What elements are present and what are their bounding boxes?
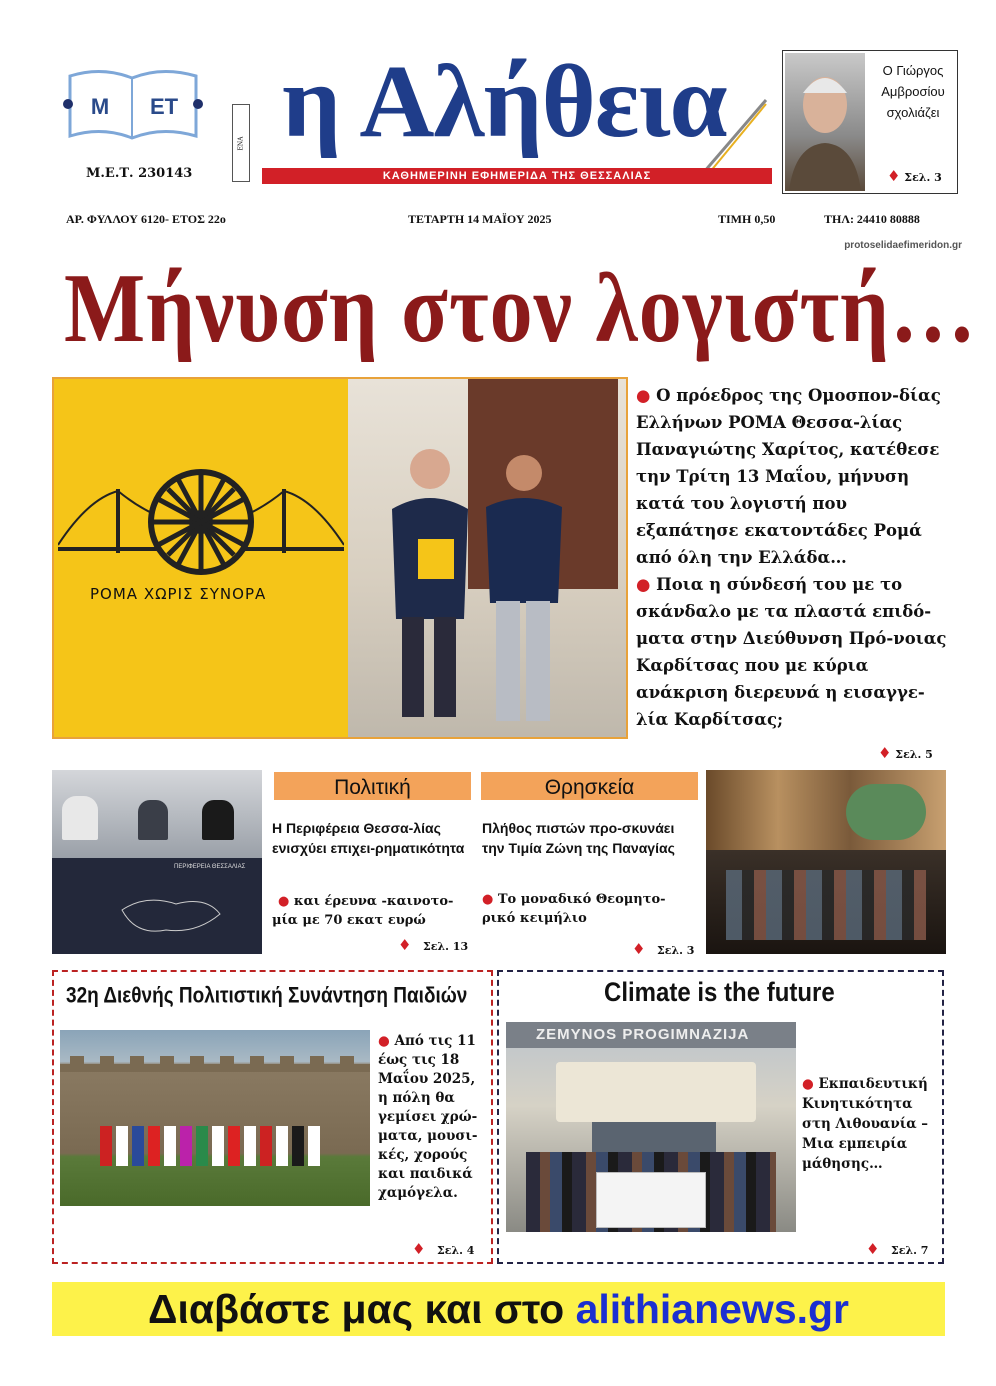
- religion-headline[interactable]: Πλήθος πιστών προ-σκυνάει την Τιμία Ζώνη της Παναγίας: [482, 820, 675, 856]
- diamond-icon: ♦: [878, 744, 892, 762]
- main-page-ref[interactable]: [878, 744, 933, 762]
- climate-sign: ZEMYNOS PROGIMNAZIJA: [536, 1026, 750, 1043]
- diamond-icon: ♦: [632, 940, 646, 958]
- climate-page-ref[interactable]: [866, 1240, 928, 1258]
- columnist-box[interactable]: [782, 50, 958, 194]
- tab-religion[interactable]: Θρησκεία: [481, 772, 698, 800]
- logo-right-letters: ΕΤ: [149, 94, 179, 119]
- climate-text-body: Εκπαιδευτική Κινητικότητα στη Λιθουανία – Μια εμπειρία μάθησης…: [802, 1076, 929, 1172]
- festival-text-body: Από τις 11 έως τις 18 Μαΐου 2025, η πόλη θα γεμίσει χρώ-ματα, μουσι-κές, χορούς και παιδικά χαμόγελα.: [378, 1033, 478, 1201]
- map-icon: [116, 890, 226, 940]
- issue-date: ΤΕΤΑΡΤΗ 14 ΜΑΪΟΥ 2025: [408, 212, 552, 226]
- festival-photo: [60, 1030, 370, 1206]
- person-left: [378, 429, 478, 729]
- politics-photo[interactable]: [52, 770, 262, 954]
- bullet-icon: ●: [482, 892, 494, 907]
- bullet-icon: ●: [278, 894, 290, 909]
- certification-badge: [232, 104, 250, 182]
- main-story-p1: Ο πρόεδρος της Ομοσπον-δίας Ελλήνων ΡΟΜΑ Θεσσα-λίας Παναγιώτης Χαρίτος, κατέθεσε την Τρίτη 13 Μαΐου, μήνυση κατά του λογιστή που εξαπάτησε εκατοντάδες Ρομά από όλη την Ελλάδα…: [636, 386, 941, 567]
- diamond-icon: ♦: [412, 1240, 426, 1258]
- banner-prefix: Διαβάστε μας και στο: [147, 1286, 565, 1332]
- main-story-p2: Ποια η σύνδεσή του με το σκάνδαλο με τα πλαστά επιδό-ματα στην Διεύθυνση Πρό-νοιας Καρδίτσας που με κύρια ανάκριση διερευνά η εισαγγε-λία Καρδίτσας;: [636, 575, 947, 729]
- roma-wheel-icon: [146, 467, 256, 577]
- religion-bullet: [482, 890, 688, 928]
- climate-photo: [506, 1022, 796, 1232]
- climate-text: [802, 1074, 936, 1174]
- tagline-bar: ΚΑΘΗΜΕΡΙΝΗ ΕΦΗΜΕΡΙΔΑ ΤΗΣ ΘΕΣΣΑΛΙΑΣ: [262, 168, 772, 184]
- roma-flyer-text: ΡΟΜΑ ΧΩΡΙΣ ΣΥΝΟΡΑ: [90, 585, 267, 603]
- festival-title[interactable]: 32η Διεθνής Πολιτιστική Συνάντηση Παιδιών: [66, 984, 468, 1009]
- climate-page: Σελ. 7: [890, 1244, 929, 1257]
- main-story-image[interactable]: [52, 377, 628, 739]
- bullet-icon: ●: [802, 1076, 814, 1092]
- swoosh-icon: [700, 96, 770, 176]
- religion-bullet-text: Το μοναδικό Θεομητο-ρικό κειμήλιο: [482, 892, 666, 926]
- festival-text: [378, 1032, 482, 1203]
- main-story-page: Σελ. 5: [895, 748, 933, 761]
- main-story-text: [636, 382, 948, 733]
- met-code: Μ.Ε.Τ. 230143: [86, 166, 193, 181]
- politics-photo-label: ΠΕΡΙΦΕΡΕΙΑ ΘΕΣΣΑΛΙΑΣ: [174, 864, 246, 870]
- bullet-icon: ●: [378, 1033, 390, 1049]
- bullet-icon: ●: [636, 386, 651, 405]
- religion-page: Σελ. 3: [656, 944, 695, 957]
- price: ΤΙΜΗ 0,50: [718, 212, 776, 226]
- person-right: [478, 443, 568, 733]
- diamond-icon: ♦: [866, 1240, 880, 1258]
- climate-title[interactable]: Climate is the future: [604, 978, 835, 1008]
- site-credit: protoselidaefimeridon.gr: [844, 240, 962, 251]
- columnist-page: Σελ. 3: [904, 171, 942, 184]
- politics-bullet: [272, 892, 468, 930]
- diamond-icon: ♦: [887, 167, 901, 185]
- festival-page-ref[interactable]: [412, 1240, 474, 1258]
- columnist-photo: [785, 53, 865, 191]
- diamond-icon: ♦: [398, 936, 412, 954]
- politics-page: Σελ. 13: [422, 940, 469, 953]
- met-logo: [62, 64, 204, 154]
- logo-left-letter: Μ: [90, 94, 110, 119]
- photo-building: [348, 379, 626, 737]
- roma-flyer: [54, 379, 348, 737]
- politics-headline[interactable]: Η Περιφέρεια Θεσσα-λίας ενισχύει επιχει-ρηματικότητα: [272, 820, 465, 856]
- phone: ΤΗΛ: 24410 80888: [824, 212, 920, 226]
- badge-text: ΕΝΑ: [237, 136, 245, 150]
- religion-photo[interactable]: [706, 770, 946, 954]
- columnist-page-ref: [887, 167, 942, 185]
- issue-number: ΑΡ. ΦΥΛΛΟΥ 6120- ΕΤΟΣ 22ο: [66, 212, 226, 226]
- bullet-icon: ●: [636, 575, 651, 594]
- newspaper-title: η Αλήθεια: [282, 44, 727, 159]
- columnist-text: Ο Γιώργος Αμβροσίου σχολιάζει: [881, 63, 945, 120]
- banner-url[interactable]: alithianews.gr: [575, 1286, 850, 1332]
- religion-page-ref[interactable]: [632, 940, 694, 958]
- tab-politics[interactable]: Πολιτική: [274, 772, 471, 800]
- festival-page: Σελ. 4: [436, 1244, 475, 1257]
- politics-page-ref[interactable]: [398, 936, 468, 954]
- website-banner[interactable]: [52, 1282, 945, 1336]
- main-headline[interactable]: Μήνυση στον λογιστή…: [64, 252, 977, 363]
- politics-bullet-text: και έρευνα -καινοτο-μία με 70 εκατ ευρώ: [272, 894, 454, 928]
